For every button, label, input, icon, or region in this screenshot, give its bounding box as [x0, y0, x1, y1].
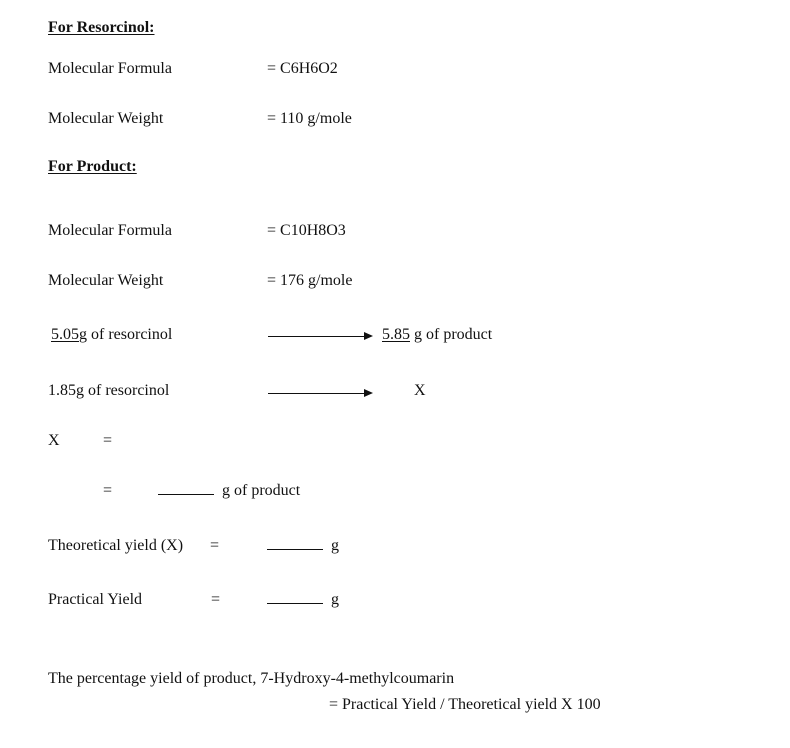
theoretical-yield-unit: g — [331, 537, 339, 554]
ratio-row1-result-amount: 5.85 — [382, 326, 410, 343]
resorcinol-formula-value: = C6H6O2 — [267, 60, 338, 77]
practical-yield-value — [267, 590, 339, 610]
percentage-yield-formula: = Practical Yield / Theoretical yield X 100 — [329, 696, 601, 713]
product-heading: For Product: — [48, 158, 137, 175]
ratio-row1-result-unit: g of product — [410, 326, 493, 343]
calc-result-blank — [158, 494, 214, 495]
ratio-row1-left — [48, 325, 172, 345]
practical-yield-label: Practical Yield — [48, 591, 143, 608]
practical-yield-blank — [267, 603, 323, 604]
ratio-row2-result: X — [414, 382, 426, 399]
right-arrow-icon — [268, 330, 373, 342]
theoretical-yield-value — [267, 536, 339, 556]
right-arrow-icon — [268, 387, 373, 399]
x-equals-sign: = — [103, 432, 113, 449]
resorcinol-heading: For Resorcinol: — [48, 19, 155, 36]
product-formula-value: = C10H8O3 — [267, 222, 346, 239]
theoretical-yield-blank — [267, 549, 323, 550]
theoretical-yield-equals: = — [210, 537, 220, 554]
ratio-row1-amount: 5.05 — [51, 326, 79, 343]
calc-result — [158, 481, 300, 501]
x-label: X — [48, 432, 60, 449]
product-formula-label: Molecular Formula — [48, 222, 172, 239]
ratio-row1-unit: g of resorcinol — [79, 326, 173, 343]
practical-yield-equals: = — [211, 591, 221, 608]
theoretical-yield-label: Theoretical yield (X) — [48, 537, 184, 554]
practical-yield-unit: g — [331, 591, 339, 608]
ratio-row2-left: 1.85g of resorcinol — [48, 382, 170, 399]
ratio-row1-right — [379, 325, 492, 345]
percentage-yield-line1: The percentage yield of product, 7-Hydroxy-4-methylcoumarin — [48, 670, 455, 687]
product-weight-value: = 176 g/mole — [267, 272, 353, 289]
resorcinol-formula-label: Molecular Formula — [48, 60, 172, 77]
calc-equals-sign: = — [103, 482, 113, 499]
resorcinol-weight-label: Molecular Weight — [48, 110, 164, 127]
resorcinol-weight-value: = 110 g/mole — [267, 110, 352, 127]
product-weight-label: Molecular Weight — [48, 272, 164, 289]
calc-result-unit: g of product — [222, 482, 301, 499]
